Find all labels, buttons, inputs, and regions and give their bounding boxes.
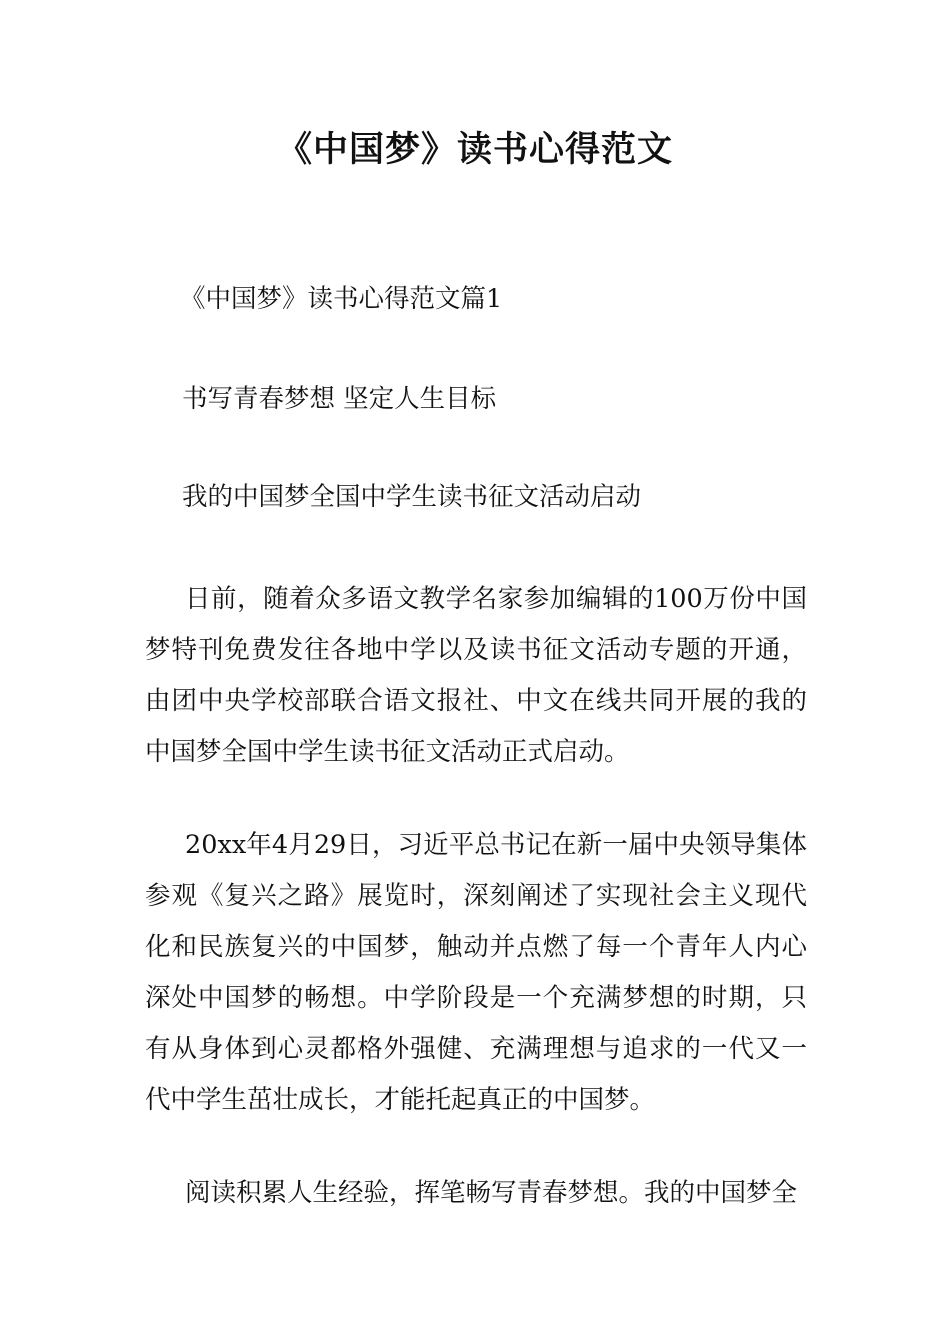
- paragraph-2: 20xx年4月29日，习近平总书记在新一届中央领导集体参观《复兴之路》展览时，深刻阐述了实现社会主义现代化和民族复兴的中国梦，触动并点燃了每一个青年人内心深处中国梦的畅想。中学阶段是一个充满梦想的时期，只有从身体到心灵都格外强健、充满理想与追求的一代又一代中学生茁壮成长，才能托起真正的中国梦。: [145, 830, 807, 1115]
- document-title: 《中国梦》读书心得范文: [276, 130, 673, 170]
- paragraph-1: 日前，随着众多语文教学名家参加编辑的100万份中国梦特刊免费发往各地中学以及读书征文活动专题的开通，由团中央学校部联合语文报社、中文在线共同开展的我的中国梦全国中学生读书征文活动正式启动。: [145, 584, 807, 767]
- news-headline: 我的中国梦全国中学生读书征文活动启动: [182, 482, 642, 512]
- section-heading: 《中国梦》读书心得范文篇1: [180, 284, 503, 314]
- paragraph-3: 阅读积累人生经验，挥笔畅写青春梦想。我的中国梦全: [185, 1178, 798, 1208]
- subtitle: 书写青春梦想 坚定人生目标: [182, 384, 497, 414]
